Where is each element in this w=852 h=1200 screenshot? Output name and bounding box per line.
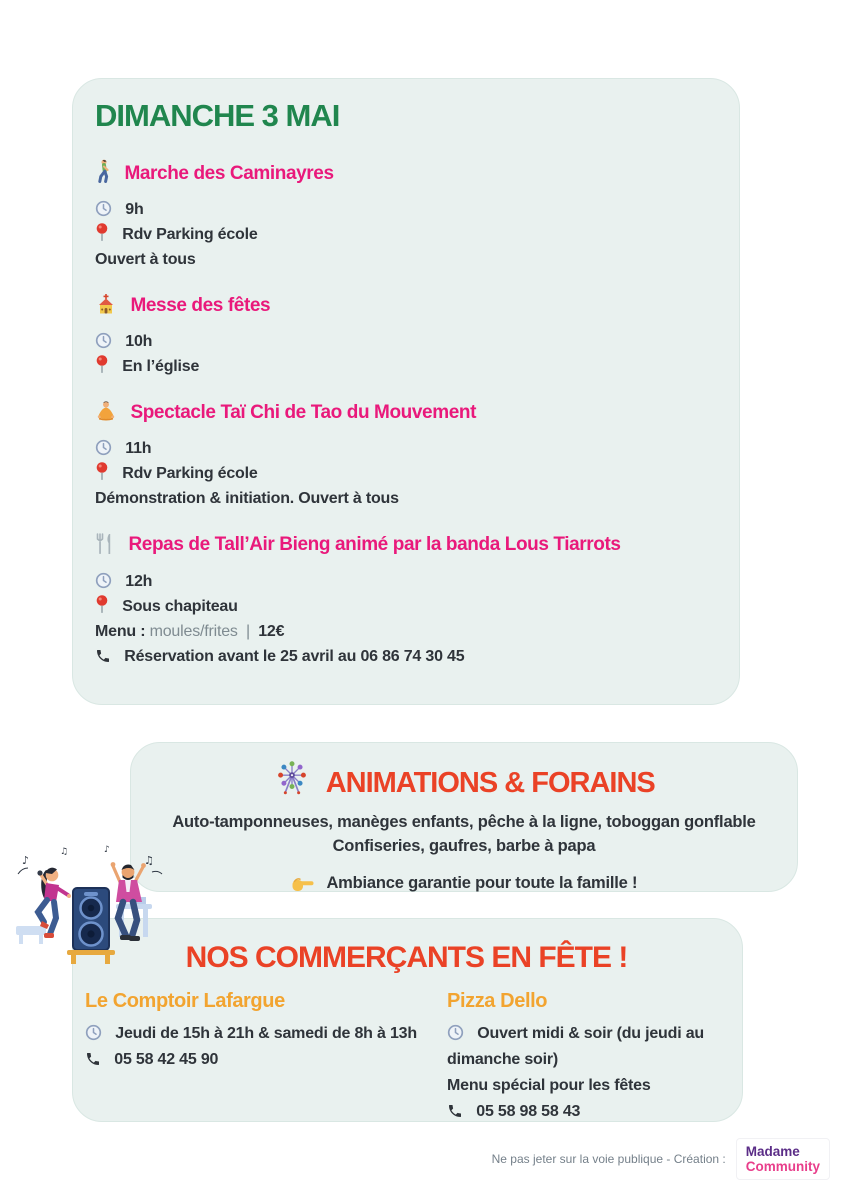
ferris-wheel-icon	[273, 759, 311, 797]
event-place: Sous chapiteau	[122, 597, 238, 615]
clock-icon	[85, 1024, 102, 1041]
event-time: 10h	[125, 333, 153, 351]
event-time-line	[95, 197, 715, 222]
animations-line-2: Confiseries, gaufres, barbe à papa	[332, 837, 596, 855]
church-icon	[95, 293, 117, 315]
merchant-pizza-dello	[447, 989, 728, 1125]
event-taichi	[95, 400, 715, 511]
event-title-row	[95, 293, 715, 319]
event-phone-line	[95, 644, 715, 669]
event-menu-line	[95, 619, 715, 644]
event-title: Messe des fêtes	[130, 295, 271, 316]
event-place: Rdv Parking école	[122, 465, 258, 483]
phone-icon	[447, 1103, 463, 1119]
event-time-line	[95, 569, 715, 594]
footer	[470, 1138, 830, 1180]
merchant-hours-line	[85, 1021, 447, 1047]
logo-line-1: Madame	[745, 1144, 800, 1159]
round-pushpin-icon	[95, 462, 109, 481]
music-note-glyph: ♫	[60, 847, 69, 857]
event-time-line	[95, 436, 715, 461]
event-place-line	[95, 594, 715, 619]
clock-icon	[447, 1024, 464, 1041]
clock-icon	[95, 332, 112, 349]
merchant-hours-line	[447, 1021, 728, 1073]
event-title: Spectacle Taï Chi de Tao du Mouvement	[130, 402, 477, 424]
event-title-row	[95, 159, 715, 187]
event-title: Repas de Tall’Air Bieng animé par la banda Lous Tiarrots	[128, 534, 621, 556]
event-repas	[95, 532, 715, 668]
phone-icon	[85, 1051, 101, 1067]
menu-separator: |	[245, 622, 250, 640]
round-pushpin-icon	[95, 595, 109, 614]
menu-price: 12€	[258, 622, 285, 640]
event-time: 12h	[125, 572, 153, 590]
merchant-comptoir-lafargue	[85, 989, 447, 1125]
event-marche	[95, 159, 715, 272]
merchant-phone: 05 58 42 45 90	[114, 1051, 219, 1068]
event-time: 11h	[125, 440, 152, 458]
animations-note-row	[151, 871, 777, 895]
animations-card	[130, 742, 798, 892]
round-pushpin-icon	[95, 223, 109, 242]
event-title-row	[95, 532, 715, 558]
logo-line-2: Community	[745, 1159, 820, 1174]
menu-label: Menu :	[95, 622, 146, 640]
event-phone: Réservation avant le 25 avril au 06 86 74 30 45	[124, 647, 465, 665]
merchants-title: NOS COMMERÇANTS EN FÊTE !	[185, 941, 628, 974]
round-pushpin-icon	[95, 355, 109, 374]
merchant-phone-line	[85, 1047, 447, 1073]
event-title: Marche des Caminayres	[124, 162, 334, 184]
animations-title: ANIMATIONS & FORAINS	[325, 766, 655, 799]
event-place: En l’église	[122, 358, 200, 376]
merchant-name: Pizza Dello	[447, 990, 548, 1012]
music-note-glyph: ♫	[144, 854, 154, 867]
day-card	[72, 78, 740, 705]
merchant-phone: 05 58 98 58 43	[476, 1103, 581, 1120]
merchant-phone-line	[447, 1099, 728, 1125]
event-title-row	[95, 400, 715, 426]
clock-icon	[95, 439, 112, 456]
animations-title-row	[151, 759, 777, 802]
walking-person-icon	[95, 159, 111, 183]
merchant-extra: Menu spécial pour les fêtes	[447, 1077, 651, 1094]
clock-icon	[95, 200, 112, 217]
dancing-people-illustration	[16, 842, 166, 970]
madame-community-logo	[736, 1138, 830, 1180]
merchants-columns	[85, 989, 728, 1125]
footer-disclaimer: Ne pas jeter sur la voie publique - Création :	[491, 1152, 726, 1166]
merchant-name: Le Comptoir Lafargue	[85, 990, 285, 1012]
event-place-line	[95, 354, 715, 379]
event-place-line	[95, 461, 715, 486]
merchant-hours: Ouvert midi & soir (du jeudi au dimanche soir)	[447, 1025, 704, 1068]
event-note: Démonstration & initiation. Ouvert à tous	[95, 490, 399, 508]
fork-and-knife-icon	[95, 533, 115, 555]
event-time-line	[95, 329, 715, 354]
music-note-glyph: ♪	[104, 845, 110, 855]
event-place: Rdv Parking école	[122, 226, 258, 243]
person-meditating-icon	[95, 400, 117, 422]
menu-value: moules/frites	[149, 622, 238, 640]
merchant-hours: Jeudi de 15h à 21h & samedi de 8h à 13h	[115, 1025, 417, 1042]
phone-icon	[95, 648, 111, 664]
animations-line-1: Auto-tamponneuses, manèges enfants, pêche à la ligne, toboggan gonflable	[172, 813, 756, 831]
clock-icon	[95, 572, 112, 589]
event-note: Ouvert à tous	[95, 251, 196, 268]
event-place-line	[95, 222, 715, 247]
day-title: DIMANCHE 3 MAI	[95, 98, 340, 133]
pointing-right-hand-icon	[291, 876, 315, 893]
event-time: 9h	[125, 201, 144, 218]
music-note-glyph: ♪	[22, 854, 30, 867]
animations-note: Ambiance garantie pour toute la famille !	[326, 874, 638, 892]
event-messe	[95, 293, 715, 379]
merchants-card	[72, 918, 743, 1122]
